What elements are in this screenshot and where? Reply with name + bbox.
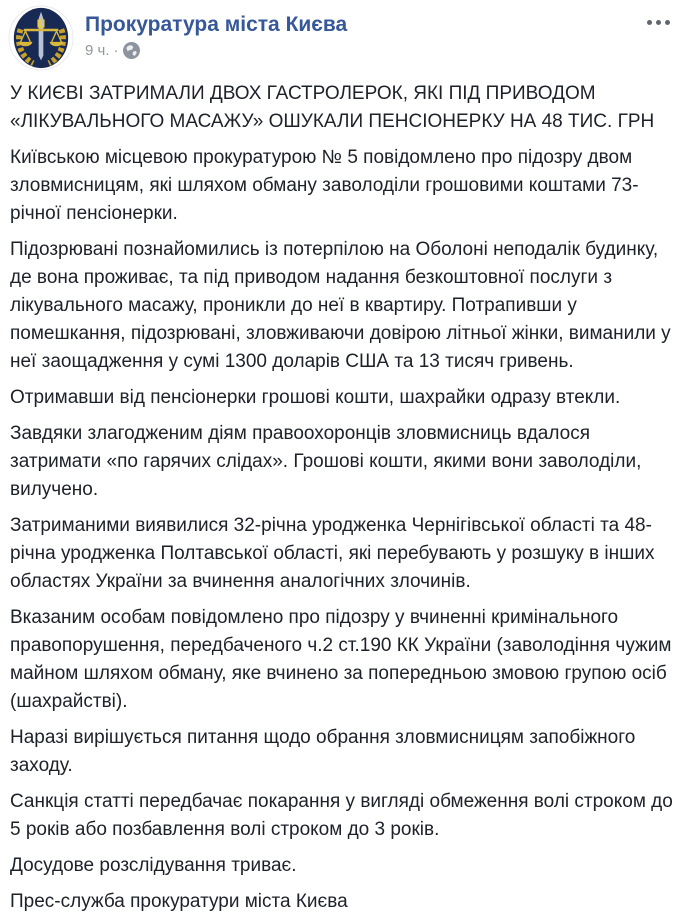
post-headline: У КИЄВІ ЗАТРИМАЛИ ДВОХ ГАСТРОЛЕРОК, ЯКІ ПІД ПРИВОДОМ «ЛІКУВАЛЬНОГО МАСАЖУ» ОШУКАЛИ ПЕНСІОНЕРКУ НА 48 ТИС. ГРН: [10, 83, 655, 132]
ellipsis-dot: [647, 20, 652, 25]
post-paragraph: Санкція статті передбачає покарання у вигляді обмеження волі строком до 5 років або позбавлення волі строком до 3 років.: [10, 791, 673, 840]
page-name-link[interactable]: Прокуратура міста Києва: [85, 13, 348, 36]
post-paragraph: Київською місцевою прокуратурою № 5 повідомлено про підозру двом зловмисницям, які шляхом обману заволоділи грошовими коштами 73-річної пенсіонерки.: [10, 147, 639, 224]
post-signature: Прес-служба прокуратури міста Києва: [10, 891, 348, 912]
post-paragraph: Досудове розслідування триває.: [10, 855, 297, 876]
post-text: [0, 73, 686, 916]
post-paragraph: Наразі вирішується питання щодо обрання зловмисницям запобіжного заходу.: [10, 727, 636, 776]
globe-privacy-icon: [123, 42, 140, 59]
post-timestamp[interactable]: 9 ч.: [85, 42, 110, 60]
ellipsis-dot: [665, 20, 670, 25]
post-header: [0, 0, 686, 73]
more-options-button[interactable]: [643, 14, 674, 31]
post-paragraph: Підозрювані познайомились із потерпілою на Оболоні неподалік будинку, де вона проживає, та під приводом надання безкоштовної послуги з лікувального масажу, проникли до неї в квартиру. Потрапивши у помешкання, підозрювані, зловживаючи довірою літньої жінки, виманили у неї заощадження у сумі 1300 доларів США та 13 тисяч гривень.: [10, 239, 671, 372]
post-meta: [85, 42, 347, 59]
page-avatar[interactable]: [8, 5, 74, 71]
post-paragraph: Отримавши від пенсіонерки грошові кошти, шахрайки одразу втекли.: [10, 387, 621, 408]
ellipsis-dot: [656, 20, 661, 25]
post-paragraph: Затриманими виявилися 32-річна уродженка Чернігівської області та 48-річна уродженка Полтавської області, які перебувають у розшуку в інших областях України за вчинення аналогічних злочинів.: [10, 515, 655, 592]
post-paragraph: Завдяки злагодженим діям правоохоронців зловмисниць вдалося затримати «по гарячих слідах». Грошові кошти, якими вони заволоділи, вилучено.: [10, 423, 642, 500]
prosecutor-emblem-icon: [8, 5, 74, 71]
meta-separator: ·: [113, 42, 119, 60]
post-header-text: [85, 5, 347, 59]
post-paragraph: Вказаним особам повідомлено про підозру у вчиненні кримінального правопорушення, передбаченого ч.2 ст.190 КК України (заволодіння чужим майном шляхом обману, яке вчинено за попередньою змовою групою осіб (шахрайстві).: [10, 607, 672, 712]
